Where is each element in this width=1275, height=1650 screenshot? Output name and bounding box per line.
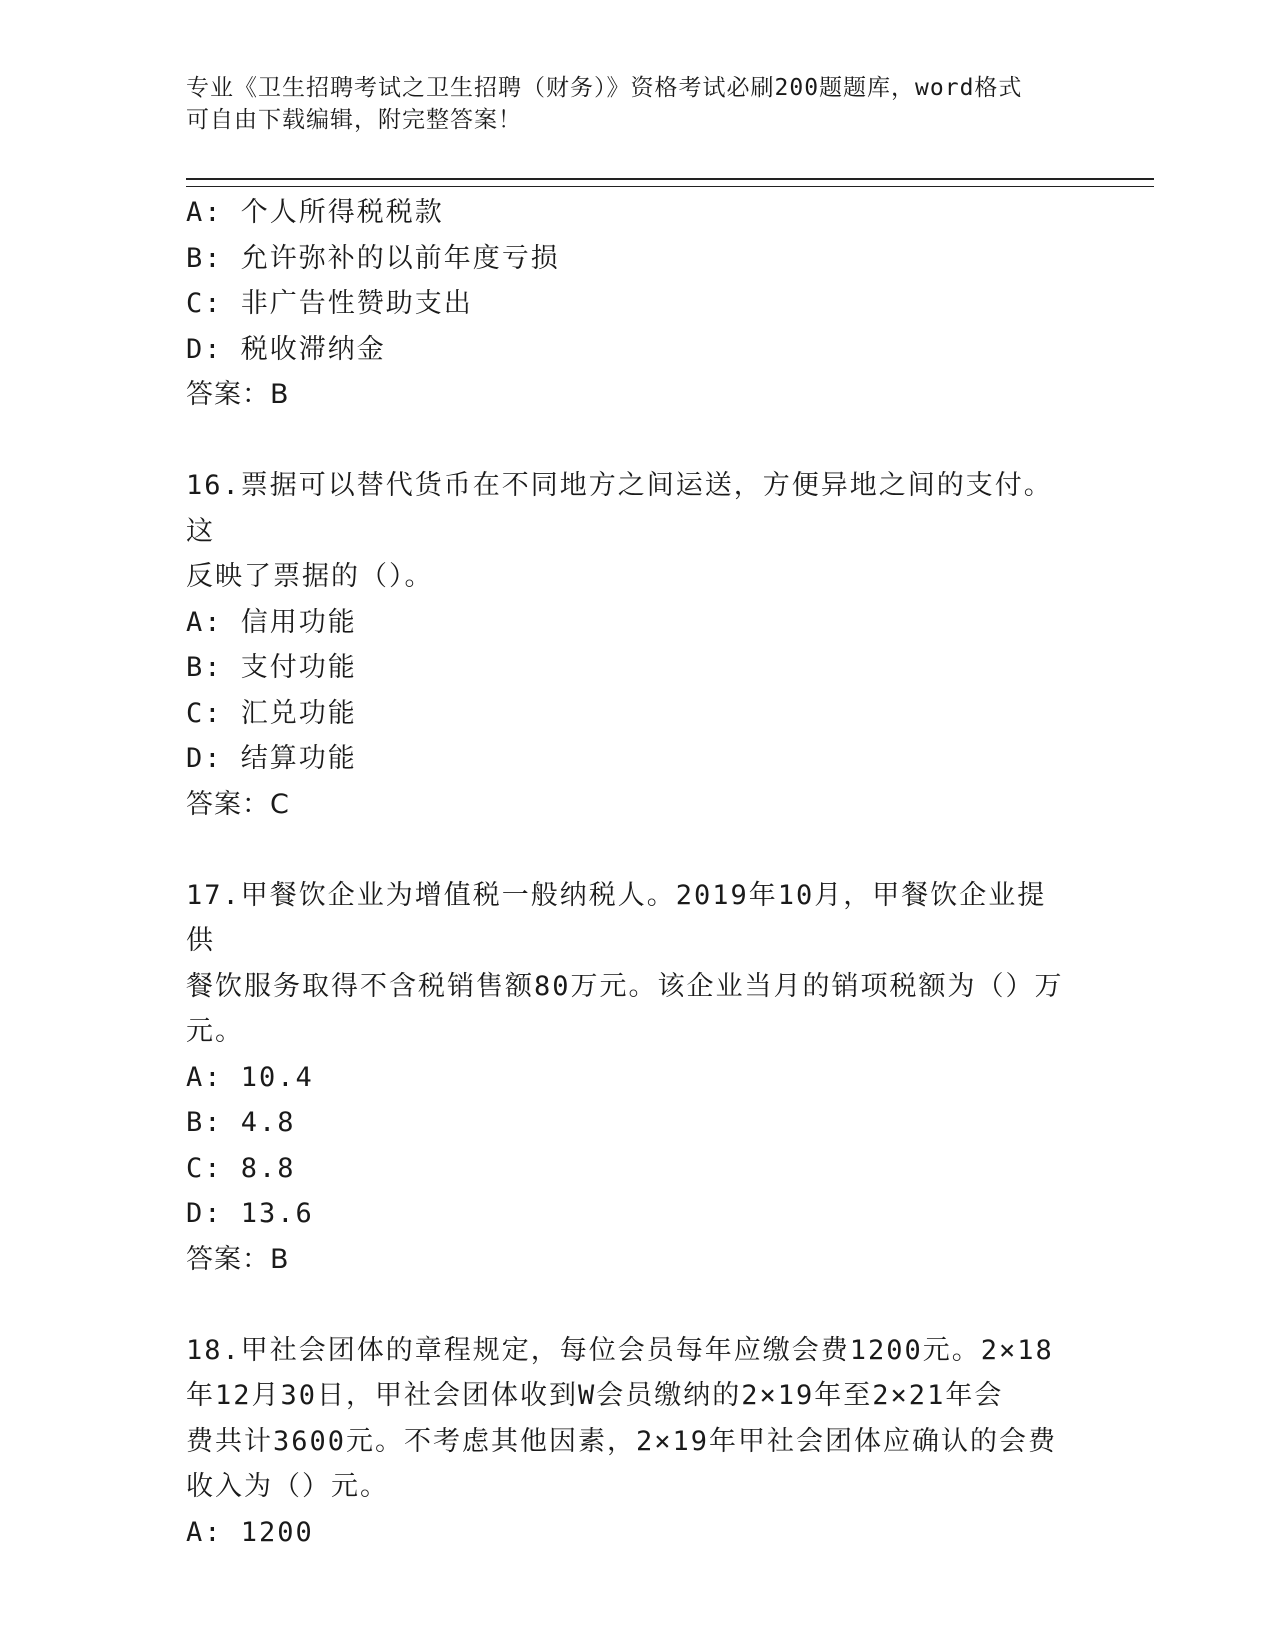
q16-stem-line-1: 16.票据可以替代货币在不同地方之间运送，方便异地之间的支付。这 (186, 470, 1053, 547)
page-header (186, 72, 1066, 136)
question-18-block (186, 1328, 1066, 1556)
q16-option-a: A: 信用功能 (186, 606, 357, 638)
q18-stem-line-3: 费共计3600元。不考虑其他因素，2×19年甲社会团体应确认的会费 (186, 1425, 1058, 1457)
q17-option-a: A: 10.4 (186, 1061, 314, 1093)
q17-option-c: C: 8.8 (186, 1152, 296, 1184)
q15-option-c: C: 非广告性赞助支出 (186, 288, 473, 319)
q17-stem-line-2: 餐饮服务取得不含税销售额80万元。该企业当月的销项税额为（）万 (186, 970, 1064, 1002)
q16-answer: 答案：C (186, 788, 290, 820)
header-divider (186, 178, 1154, 187)
spacer (186, 1282, 1066, 1328)
q18-option-a: A: 1200 (186, 1516, 314, 1548)
q16-option-d: D: 结算功能 (186, 743, 357, 774)
question-16-block (186, 463, 1066, 827)
q15-option-d: D: 税收滞纳金 (186, 333, 386, 365)
q18-stem-line-2: 年12月30日，甲社会团体收到W会员缴纳的2×19年至2×21年会 (186, 1380, 1004, 1411)
q15-option-a: A: 个人所得税税款 (186, 197, 444, 228)
spacer (186, 827, 1066, 873)
q18-stem-line-4: 收入为（）元。 (186, 1471, 389, 1502)
question-content (186, 190, 1066, 1555)
q17-option-b: B: 4.8 (186, 1107, 296, 1138)
header-line-1: 专业《卫生招聘考试之卫生招聘（财务）》资格考试必刷200题题库，word格式 (186, 75, 1023, 101)
question-17-block (186, 873, 1066, 1283)
q15-option-b: B: 允许弥补的以前年度亏损 (186, 242, 560, 274)
q17-option-d: D: 13.6 (186, 1198, 314, 1229)
q17-stem-line-3: 元。 (186, 1016, 244, 1047)
spacer (186, 418, 1066, 464)
q17-answer: 答案：B (186, 1243, 290, 1275)
header-line-2: 可自由下载编辑，附完整答案！ (186, 107, 522, 133)
q16-option-c: C: 汇兑功能 (186, 697, 357, 729)
q16-stem-line-2: 反映了票据的（）。 (186, 561, 434, 592)
q17-stem-line-1: 17.甲餐饮企业为增值税一般纳税人。2019年10月，甲餐饮企业提供 (186, 879, 1047, 956)
question-15-block (186, 190, 1066, 418)
q15-answer: 答案：B (186, 379, 290, 410)
q18-stem-line-1: 18.甲社会团体的章程规定，每位会员每年应缴会费1200元。2×18 (186, 1334, 1054, 1366)
q16-option-b: B: 支付功能 (186, 652, 357, 683)
